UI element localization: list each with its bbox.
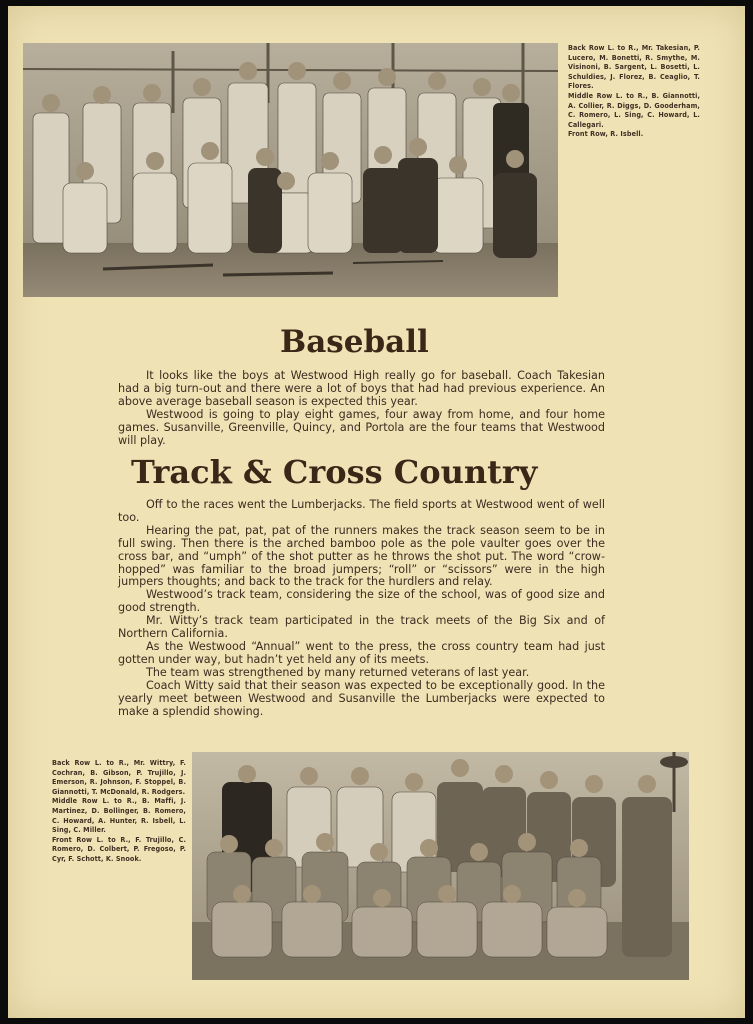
baseball-caption-front-row: Front Row, R. Isbell. xyxy=(568,129,644,139)
track-caption-front-row: Front Row L. to R., F. Trujillo, C. Romero, D. Colbert, P. Fregoso, P. Cyr, F. Schott, K. Snook. xyxy=(52,834,186,863)
baseball-article xyxy=(118,370,605,447)
yearbook-page xyxy=(8,6,745,1018)
track-paragraph: Off to the races went the Lumberjacks. The field sports at Westwood went of well too. xyxy=(118,498,605,524)
track-paragraph: Hearing the pat, pat, pat of the runners makes the track season seem to be in full swing. Then there is the arched bamboo pole as the pole vaulter goes over the cross bar, and “umph” of the shot putter as he throws the shot put. The word “crow-hopped” was familiar to the broad jumpers; “roll” or “scissors” were in the high jumpers thoughts; and back to the track for the hurdlers and relay. xyxy=(118,523,605,589)
baseball-caption-back-row: Back Row L. to R., Mr. Takesian, P. Lucero, M. Bonetti, R. Smythe, M. Visinoni, B. Sargent, L. Bosetti, L. Schuldies, J. Florez, B. Ceaglio, T. Flores. xyxy=(568,43,700,91)
track-caption-back-row: Back Row L. to R., Mr. Wittry, F. Cochran, B. Gibson, P. Trujillo, J. Emerson, R. Johnson, F. Stoppel, B. Giannotti, T. McDonald, R. Rodgers. xyxy=(52,758,186,796)
track-paragraph: Westwood’s track team, considering the size of the school, was of good size and good strength. xyxy=(118,588,605,615)
track-photo-caption xyxy=(52,758,186,864)
track-heading: Track & Cross Country xyxy=(131,453,538,491)
baseball-paragraph: It looks like the boys at Westwood High really go for baseball. Coach Takesian had a big turn-out and there were a lot of boys that had had previous experience. An above average baseball season is expected this year. xyxy=(118,369,605,408)
baseball-heading: Baseball xyxy=(280,324,429,360)
track-photo-image xyxy=(192,752,689,980)
baseball-caption-middle-row: Middle Row L. to R., B. Giannotti, A. Collier, R. Diggs, D. Gooderham, C. Romero, L. Sing, C. Howard, L. Callegari. xyxy=(568,90,700,129)
baseball-photo-caption xyxy=(568,43,700,139)
baseball-photo-image xyxy=(23,43,558,297)
track-team-photo xyxy=(192,752,689,980)
track-caption-middle-row: Middle Row L. to R., B. Maffi, J. Martinez, D. Bollinger, B. Romero, C. Howard, A. Hunter, R. Isbell, L. Sing, C. Miller. xyxy=(52,796,186,835)
track-article xyxy=(118,499,605,718)
baseball-team-photo xyxy=(23,43,558,297)
track-paragraph: Coach Witty said that their season was expected to be exceptionally good. In the yearly meet between Westwood and Susanville the Lumberjacks were expected to make a splendid showing. xyxy=(118,678,605,718)
track-paragraph: Mr. Witty’s track team participated in the track meets of the Big Six and of Northern California. xyxy=(118,614,605,641)
track-paragraph: The team was strengthened by many returned veterans of last year. xyxy=(146,665,530,679)
baseball-paragraph: Westwood is going to play eight games, four away from home, and four home games. Susanville, Greenville, Quincy, and Portola are the four teams that Westwood will play. xyxy=(118,407,605,447)
track-paragraph: As the Westwood “Annual” went to the press, the cross country team had just gotten under way, but hadn’t yet held any of its meets. xyxy=(118,639,605,666)
